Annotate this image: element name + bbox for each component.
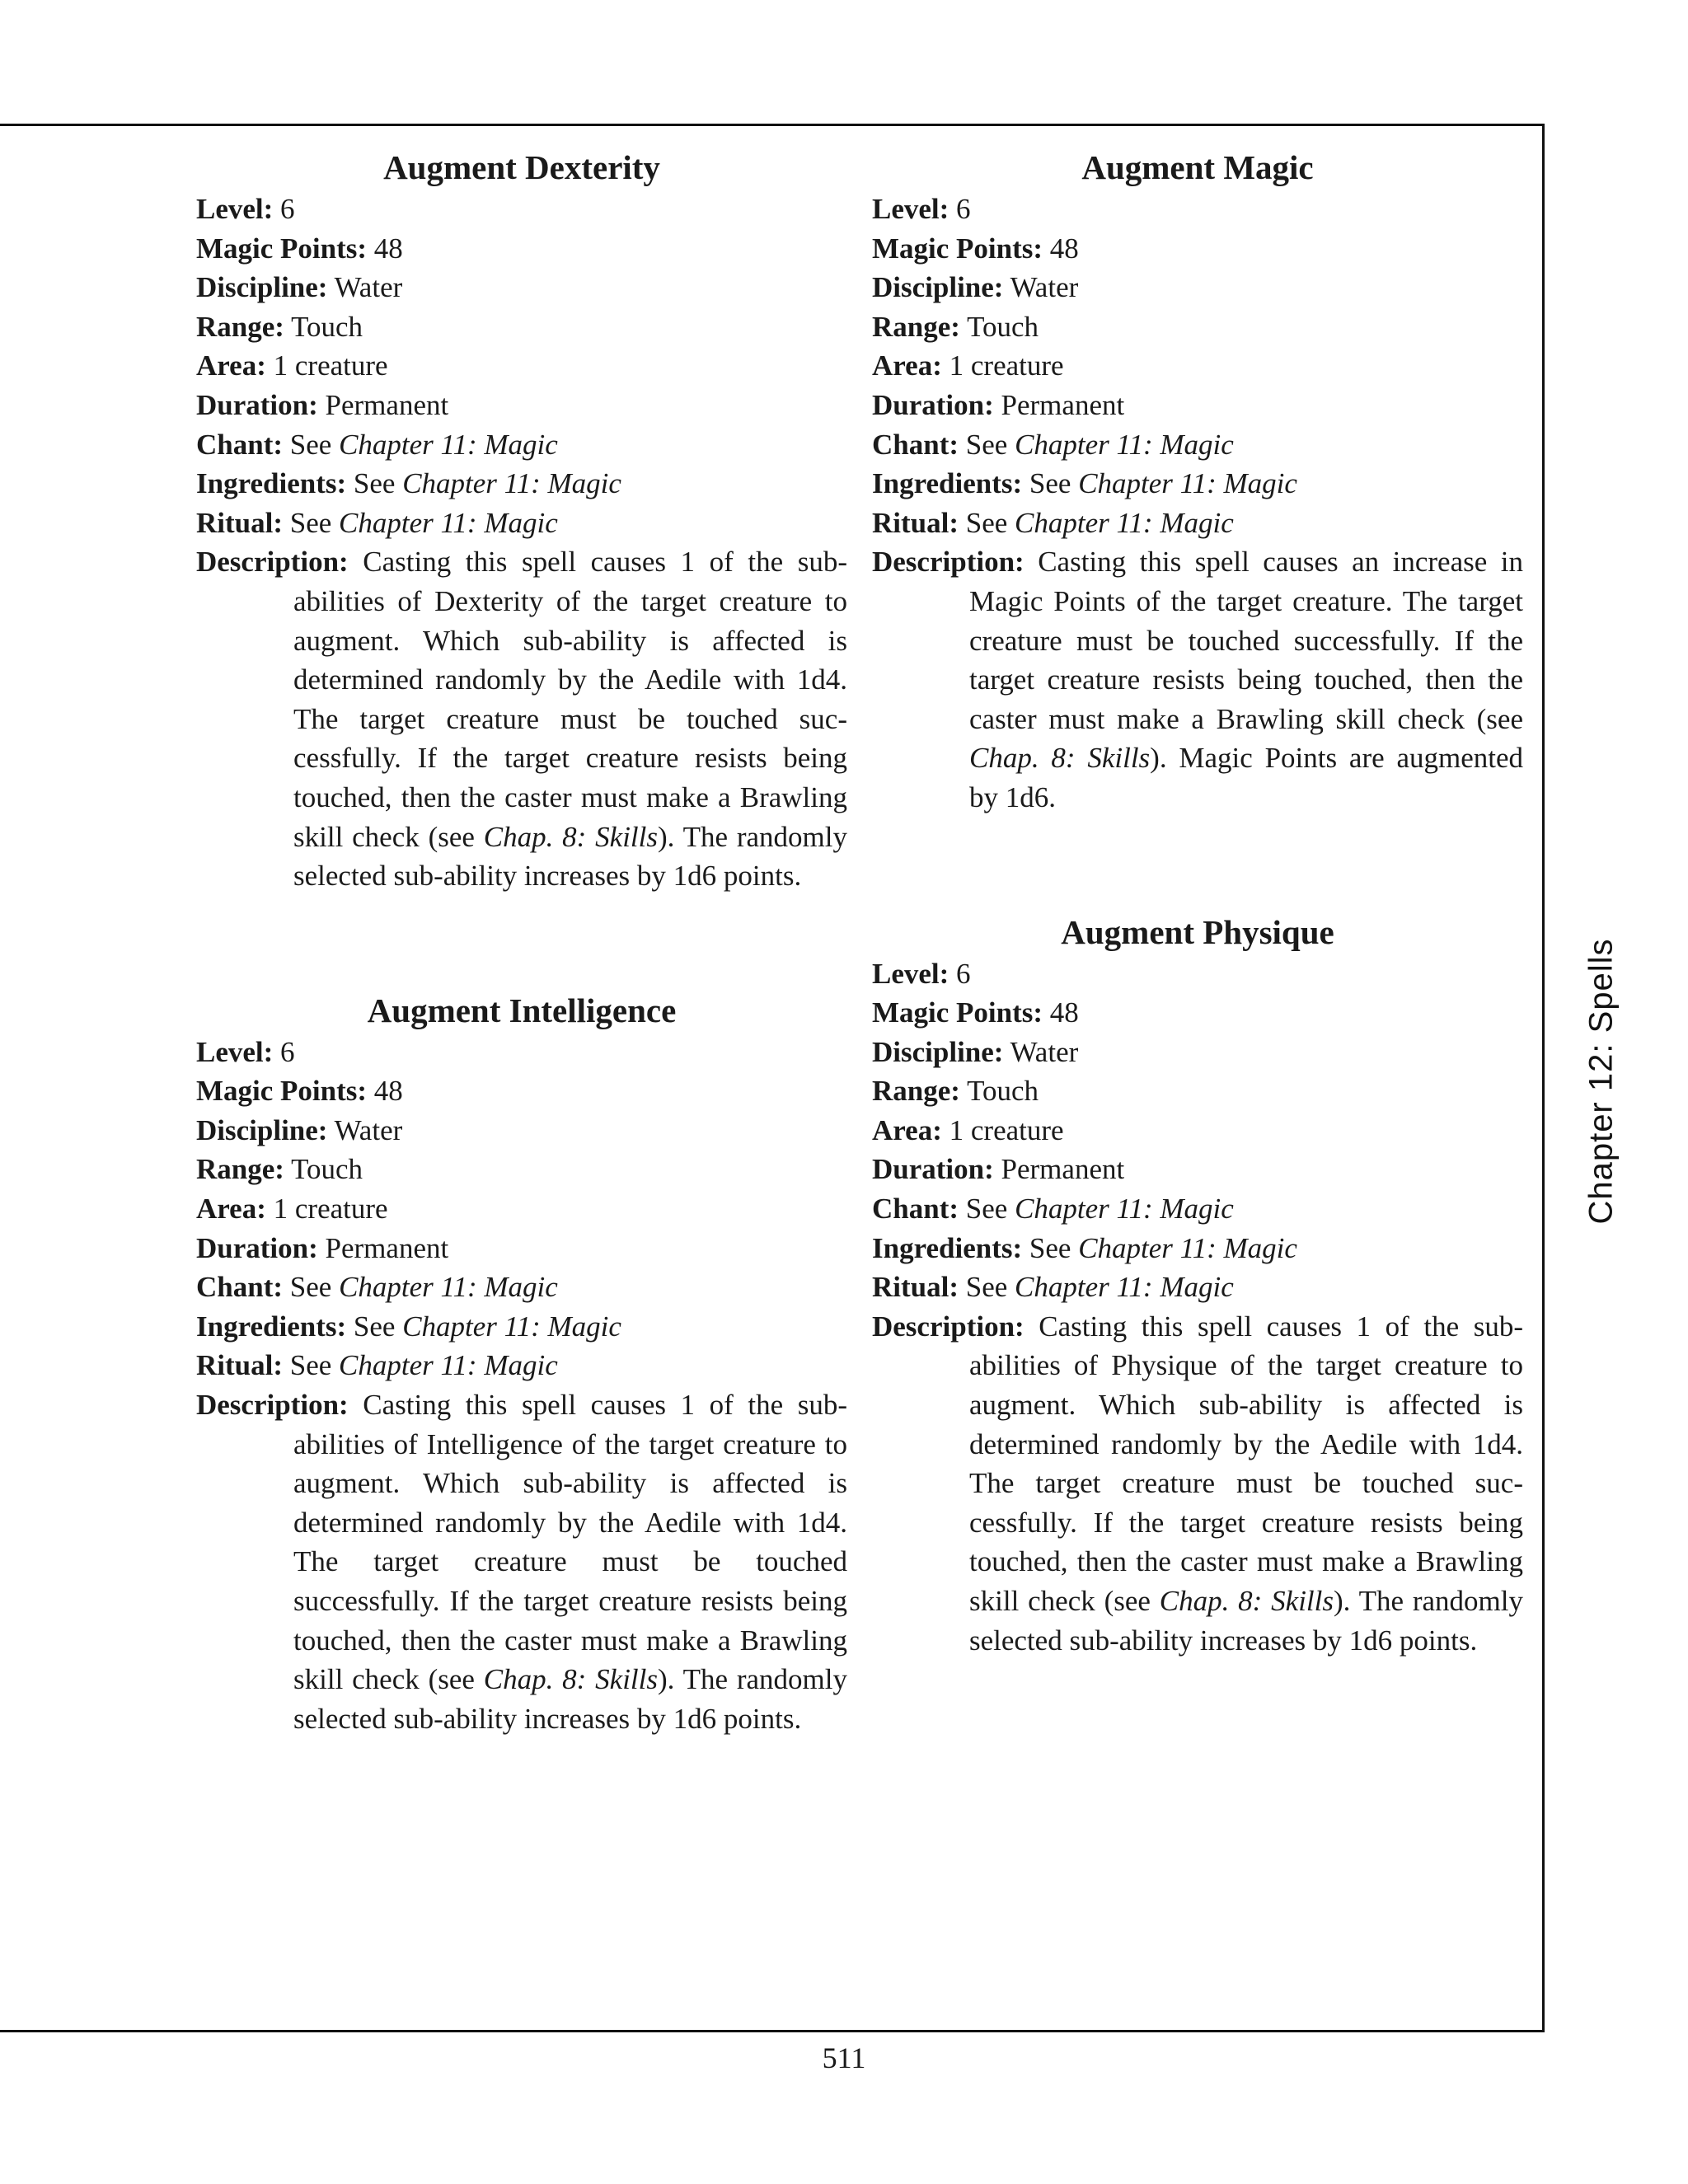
ritual-field — [196, 1346, 847, 1385]
range-label: Range: — [872, 1075, 960, 1108]
chant-field — [872, 425, 1523, 465]
magic-points-value: 48 — [373, 232, 403, 265]
see-text: See — [353, 1310, 396, 1343]
duration-value: Permanent — [325, 1231, 449, 1264]
range-label: Range: — [196, 310, 284, 343]
level-field — [196, 190, 847, 229]
description-label: Description: — [196, 1389, 349, 1422]
chapter-reference: Chapter 11: Magic — [1015, 1271, 1234, 1304]
see-text: See — [1029, 1231, 1071, 1264]
magic-points-field — [196, 229, 847, 269]
description-text-end: ). Magic Points are augmented by 1d6. — [969, 742, 1523, 813]
description-label: Description: — [872, 1310, 1025, 1343]
chant-label: Chant: — [196, 428, 284, 461]
description-text-end: ). The randomly selected sub-ability increases by 1d6 points. — [293, 820, 847, 893]
area-label: Area: — [872, 1113, 942, 1146]
duration-field — [872, 1150, 1523, 1189]
level-label: Level: — [872, 193, 950, 225]
skills-reference: Chap. 8: Skills — [483, 820, 658, 853]
description-field — [196, 542, 847, 895]
magic-points-label: Magic Points: — [196, 232, 368, 265]
description-text-end: ). The randomly selected sub-ability increases by 1d6 points. — [969, 1585, 1523, 1657]
see-text: See — [289, 1349, 332, 1382]
chapter-reference: Chapter 11: Magic — [1078, 467, 1297, 500]
level-value: 6 — [956, 957, 971, 990]
range-value: Touch — [967, 1075, 1039, 1108]
ingredients-field — [196, 464, 847, 504]
chant-field — [196, 1268, 847, 1307]
duration-field — [196, 386, 847, 425]
duration-label: Duration: — [872, 388, 994, 421]
area-field — [196, 346, 847, 386]
duration-label: Duration: — [196, 1231, 318, 1264]
skills-reference: Chap. 8: Skills — [1159, 1585, 1334, 1617]
chant-field — [196, 425, 847, 465]
duration-value: Permanent — [1001, 1153, 1125, 1186]
see-text: See — [965, 506, 1008, 539]
magic-points-value: 48 — [1049, 232, 1079, 265]
description-text: Casting this spell causes 1 of the subabilities of Physique of the target creature to augment. Which sub-ability is affected is determined randomly by the Aedile with 1d4. The target creature must be touched successfully. If the target creature resists being touched, then the caster must make a Brawling skill check (see — [969, 1310, 1523, 1617]
description-text: Casting this spell causes an increase in Magic Points of the target creature. The target creature must be touched successfully. If the target creature resists being touched, then the caster must make a Brawling skill check (see — [969, 546, 1523, 735]
discipline-value: Water — [334, 1113, 403, 1146]
discipline-value: Water — [334, 271, 403, 304]
level-value: 6 — [280, 1035, 295, 1068]
spell-title: Augment Physique — [1061, 912, 1334, 951]
ingredients-label: Ingredients: — [196, 467, 347, 500]
chapter-reference: Chapter 11: Magic — [1078, 1231, 1297, 1264]
see-text: See — [353, 467, 396, 500]
range-value: Touch — [291, 310, 363, 343]
magic-points-field — [196, 1071, 847, 1111]
area-label: Area: — [872, 349, 942, 382]
skills-reference: Chap. 8: Skills — [969, 742, 1151, 775]
level-label: Level: — [196, 1035, 274, 1068]
chapter-side-label: Chapter 12: Spells — [1582, 938, 1620, 1225]
page-number: 511 — [822, 2041, 866, 2074]
range-label: Range: — [872, 310, 960, 343]
see-text: See — [965, 428, 1008, 461]
chapter-reference: Chapter 11: Magic — [339, 1349, 558, 1382]
discipline-field — [196, 268, 847, 307]
area-label: Area: — [196, 349, 266, 382]
see-text: See — [965, 1271, 1008, 1304]
level-label: Level: — [196, 193, 274, 225]
magic-points-value: 48 — [373, 1075, 403, 1108]
spell-augment-magic — [872, 142, 1523, 818]
spell-title: Augment Magic — [1081, 148, 1314, 186]
chapter-side-tab — [1568, 933, 1634, 1230]
discipline-label: Discipline: — [872, 271, 1004, 304]
chapter-reference: Chapter 11: Magic — [339, 506, 558, 539]
description-label: Description: — [872, 546, 1025, 579]
range-field — [872, 307, 1523, 347]
level-field — [872, 954, 1523, 994]
level-field — [196, 1033, 847, 1072]
chapter-reference: Chapter 11: Magic — [1015, 506, 1234, 539]
duration-label: Duration: — [872, 1153, 994, 1186]
discipline-label: Discipline: — [196, 1113, 328, 1146]
magic-points-label: Magic Points: — [872, 996, 1043, 1029]
spell-title: Augment Intelligence — [367, 991, 677, 1029]
left-column — [196, 142, 847, 1738]
ingredients-label: Ingredients: — [872, 467, 1023, 500]
description-text: Casting this spell causes 1 of the subabilities of Intelligence of the target creature to augment. Which sub-ability is affected is determined randomly by the Aedile with 1d4. The target creature must be touched successfully. If the target creature resists being touched, then the caster must make a Brawling skill check (see — [293, 1389, 847, 1696]
discipline-field — [872, 1033, 1523, 1072]
ingredients-label: Ingredients: — [196, 1310, 347, 1343]
discipline-field — [872, 268, 1523, 307]
description-label: Description: — [196, 546, 349, 579]
area-label: Area: — [196, 1193, 266, 1226]
magic-points-label: Magic Points: — [196, 1075, 368, 1108]
ritual-label: Ritual: — [196, 1349, 283, 1382]
chapter-reference: Chapter 11: Magic — [1015, 428, 1234, 461]
chant-label: Chant: — [872, 428, 959, 461]
ritual-field — [872, 504, 1523, 543]
duration-field — [196, 1229, 847, 1268]
area-value: 1 creature — [949, 1113, 1064, 1146]
skills-reference: Chap. 8: Skills — [483, 1663, 658, 1696]
ingredients-field — [872, 464, 1523, 504]
discipline-value: Water — [1010, 1035, 1079, 1068]
see-text: See — [289, 506, 332, 539]
area-field — [872, 1111, 1523, 1151]
area-field — [196, 1189, 847, 1229]
discipline-label: Discipline: — [872, 1035, 1004, 1068]
range-field — [196, 307, 847, 347]
duration-value: Permanent — [1001, 388, 1125, 421]
duration-label: Duration: — [196, 388, 318, 421]
chapter-reference: Chapter 11: Magic — [339, 428, 558, 461]
ingredients-label: Ingredients: — [872, 1231, 1023, 1264]
ingredients-field — [196, 1307, 847, 1347]
chapter-reference: Chapter 11: Magic — [339, 1271, 558, 1304]
ritual-field — [872, 1268, 1523, 1307]
description-text: Casting this spell causes 1 of the subabilities of Dexterity of the target creature to augment. Which sub-ability is affected is determined randomly by the Aedile with 1d4. The target creature must be touched successfully. If the target creature resists being touched, then the caster must make a Brawling skill check (see — [293, 546, 847, 853]
see-text: See — [965, 1193, 1008, 1226]
ritual-label: Ritual: — [872, 506, 959, 539]
discipline-label: Discipline: — [196, 271, 328, 304]
chant-label: Chant: — [872, 1193, 959, 1226]
area-value: 1 creature — [273, 349, 388, 382]
see-text: See — [289, 428, 332, 461]
level-value: 6 — [956, 193, 971, 225]
ritual-field — [196, 504, 847, 543]
chapter-reference: Chapter 11: Magic — [402, 1310, 621, 1343]
magic-points-value: 48 — [1049, 996, 1079, 1029]
level-value: 6 — [280, 193, 295, 225]
magic-points-field — [872, 993, 1523, 1033]
range-label: Range: — [196, 1153, 284, 1186]
duration-field — [872, 386, 1523, 425]
area-value: 1 creature — [949, 349, 1064, 382]
chant-label: Chant: — [196, 1271, 284, 1304]
chapter-reference: Chapter 11: Magic — [1015, 1193, 1234, 1226]
duration-value: Permanent — [325, 388, 449, 421]
description-text-end: ). The randomly selected sub-ability increases by 1d6 points. — [293, 1663, 847, 1735]
ingredients-field — [872, 1229, 1523, 1268]
level-field — [872, 190, 1523, 229]
discipline-value: Water — [1010, 271, 1079, 304]
spell-augment-physique — [872, 907, 1523, 1661]
chant-field — [872, 1189, 1523, 1229]
area-value: 1 creature — [273, 1193, 388, 1226]
spell-augment-dexterity — [196, 142, 847, 896]
magic-points-label: Magic Points: — [872, 232, 1043, 265]
area-field — [872, 346, 1523, 386]
level-label: Level: — [872, 957, 950, 990]
range-field — [872, 1071, 1523, 1111]
magic-points-field — [872, 229, 1523, 269]
description-field — [872, 542, 1523, 817]
see-text: See — [1029, 467, 1071, 500]
range-value: Touch — [291, 1153, 363, 1186]
spell-augment-intelligence — [196, 985, 847, 1739]
range-value: Touch — [967, 310, 1039, 343]
discipline-field — [196, 1111, 847, 1151]
range-field — [196, 1150, 847, 1189]
see-text: See — [289, 1271, 332, 1304]
ritual-label: Ritual: — [872, 1271, 959, 1304]
right-column — [872, 142, 1523, 1660]
description-field — [196, 1385, 847, 1738]
description-field — [872, 1307, 1523, 1660]
ritual-label: Ritual: — [196, 506, 283, 539]
chapter-reference: Chapter 11: Magic — [402, 467, 621, 500]
spell-title: Augment Dexterity — [383, 148, 660, 186]
